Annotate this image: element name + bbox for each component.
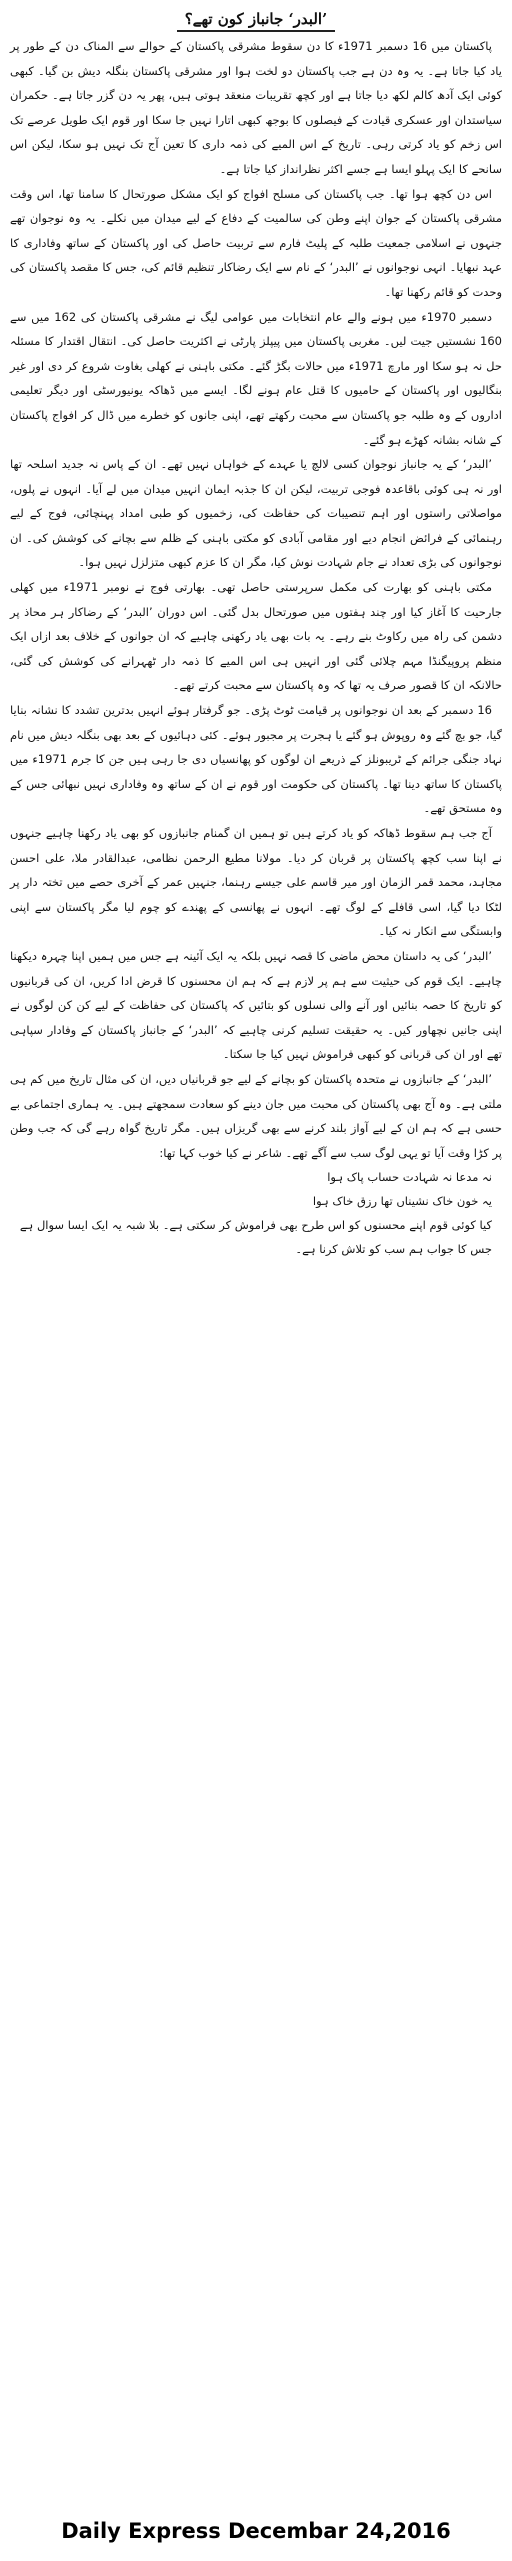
closing-verse — [10, 1165, 502, 1261]
verse-line: نہ مدعا نہ شہادت حساب پاک ہوا — [327, 1170, 492, 1185]
article-headline — [10, 10, 502, 28]
verse-line: یہ خون خاک نشیناں تھا رزق خاک ہوا — [312, 1194, 492, 1209]
headline-text: ’البدر‘ جانباز کون تھے؟ — [177, 10, 336, 32]
paragraph: ’البدر‘ کے جانبازوں نے متحدہ پاکستان کو بچانے کے لیے جو قربانیاں دیں، ان کی مثال تاریخ میں کم ہی ملتی ہے۔ وہ آج بھی پاکستان کی محبت میں جان دینے کو سعادت سمجھتے ہیں۔ یہ ہماری اجتماعی بے حسی ہے کہ ہم ان کے لیے آواز بلند کرنے سے بھی گریزاں ہیں۔ مگر تاریخ گواہ رہے گی کہ جب وطن پر کڑا وقت آیا تو یہی لوگ سب سے آگے تھے۔ شاعر نے کیا خوب کہا تھا: — [10, 1071, 502, 1160]
paragraph: 16 دسمبر کے بعد ان نوجوانوں پر قیامت ٹوٹ پڑی۔ جو گرفتار ہوئے انہیں بدترین تشدد کا نشانہ بنایا گیا، جو بچ گئے وہ روپوش ہو گئے یا ہجرت پر مجبور ہوئے۔ کئی دہائیوں کے بعد بھی بنگلہ دیش میں نام نہاد جنگی جرائم کے ٹریبونلز کے ذریعے ان لوگوں کو پھانسیاں دی جا رہی ہیں جن کا جرم 1971ء میں پاکستان کا ساتھ دینا تھا۔ پاکستان کی حکومت اور قوم نے ان کے ساتھ وہ وفاداری نہیں نبھائی جس کے وہ مستحق تھے۔ — [10, 703, 502, 816]
article-body — [10, 34, 502, 1165]
paragraph: دسمبر 1970ء میں ہونے والے عام انتخابات میں عوامی لیگ نے مشرقی پاکستان کی 162 میں سے 160 نشستیں جیت لیں۔ مغربی پاکستان میں پیپلز پارٹی نے اکثریت حاصل کی۔ انتقال اقتدار کا مسئلہ حل نہ ہو سکا اور مارچ 1971ء میں حالات بگڑ گئے۔ مکتی باہنی نے کھلی بغاوت شروع کر دی اور غیر بنگالیوں اور پاکستان کے حامیوں کا قتل عام ہونے لگا۔ ایسے میں ڈھاکہ یونیورسٹی اور دیگر تعلیمی اداروں کے وہ طلبہ جو پاکستان سے محبت رکھتے تھے، اپنی جانوں کو خطرے میں ڈال کر افواج پاکستان کے شانہ بشانہ کھڑے ہو گئے۔ — [10, 309, 502, 447]
paragraph: ’البدر‘ کے یہ جانباز نوجوان کسی لالچ یا عہدے کے خواہاں نہیں تھے۔ ان کے پاس نہ جدید اسلحہ تھا اور نہ ہی کوئی باقاعدہ فوجی تربیت، لیکن ان کا جذبہ ایمان انہیں میدان میں لے آیا۔ انہوں نے پلوں، مواصلاتی راستوں اور اہم تنصیبات کی حفاظت کی، زخمیوں کو طبی امداد پہنچائی، فوج کے لیے رہنمائی کے فرائض انجام دیے اور مقامی آبادی کو مکتی باہنی کے ظلم سے بچانے کی کوشش کی۔ ان نوجوانوں کی بڑی تعداد نے جام شہادت نوش کیا، مگر ان کا عزم کبھی متزلزل نہیں ہوا۔ — [10, 457, 502, 570]
paragraph: مکتی باہنی کو بھارت کی مکمل سرپرستی حاصل تھی۔ بھارتی فوج نے نومبر 1971ء میں کھلی جارحیت کا آغاز کیا اور چند ہفتوں میں صورتحال بدل گئی۔ اس دوران ’البدر‘ کے رضاکار ہر محاذ پر دشمن کی راہ میں رکاوٹ بنے رہے۔ یہ بات بھی یاد رکھنی چاہیے کہ ان جوانوں کے خلاف بعد ازاں ایک منظم پروپیگنڈا مہم چلائی گئی اور انہیں ہی اس المیے کا ذمہ دار ٹھہرانے کی کوشش کی گئی، حالانکہ ان کا قصور صرف یہ تھا کہ وہ پاکستان سے محبت کرتے تھے۔ — [10, 580, 502, 693]
closing-line: کیا کوئی قوم اپنے محسنوں کو اس طرح بھی فراموش کر سکتی ہے۔ بلا شبہ یہ ایک ایسا سوال ہے جس کا جواب ہم سب کو تلاش کرنا ہے۔ — [19, 1218, 492, 1257]
paragraph: ’البدر‘ کی یہ داستان محض ماضی کا قصہ نہیں بلکہ یہ ایک آئینہ ہے جس میں ہمیں اپنا چہرہ دیکھنا چاہیے۔ ایک قوم کی حیثیت سے ہم پر لازم ہے کہ ہم ان محسنوں کا قرض ادا کریں، ان کی قربانیوں کو تاریخ کا حصہ بنائیں اور آنے والی نسلوں کو بتائیں کہ پاکستان کی حفاظت کے لیے کن کن لوگوں نے اپنی جانیں نچھاور کیں۔ یہ حقیقت تسلیم کرنی چاہیے کہ ’البدر‘ کے جانباز پاکستان کے وفادار سپاہی تھے اور ان کی قربانی کو کبھی فراموش نہیں کیا جا سکتا۔ — [10, 948, 502, 1062]
paragraph: آج جب ہم سقوط ڈھاکہ کو یاد کرتے ہیں تو ہمیں ان گمنام جانبازوں کو بھی یاد رکھنا چاہیے جنہوں نے اپنا سب کچھ پاکستان پر قربان کر دیا۔ مولانا مطیع الرحمن نظامی، عبدالقادر ملا، علی احسن مجاہد، محمد قمر الزمان اور میر قاسم علی جیسے رہنما، جنہیں عمر کے آخری حصے میں تختہ دار پر لٹکا دیا گیا، اسی قافلے کے لوگ تھے۔ انہوں نے پھانسی کے پھندے کو چوم لیا مگر پاکستان سے اپنی وابستگی سے انکار نہ کیا۔ — [10, 826, 502, 939]
paragraph: پاکستان میں 16 دسمبر 1971ء کا دن سقوط مشرقی پاکستان کے حوالے سے المناک دن کے طور پر یاد کیا جاتا ہے۔ یہ وہ دن ہے جب پاکستان دو لخت ہوا اور مشرقی پاکستان بنگلہ دیش بن گیا۔ کبھی کوئی ایک آدھ کالم لکھ دیا جاتا ہے اور کچھ تقریبات منعقد ہوتی ہیں، پھر یہ دن گزر جاتا ہے۔ حکمران سیاستدان اور عسکری قیادت کے فیصلوں کا بوجھ کبھی اتارا نہیں جا سکا اور قوم ایک طویل عرصے تک اس زخم کو یاد کرتی رہی۔ تاریخ کے اس المیے کی ذمہ داری کا تعین آج تک نہیں ہو سکا، لیکن اس سانحے کا ایک پہلو ایسا ہے جسے اکثر نظرانداز کیا جاتا ہے۔ — [10, 39, 502, 176]
paragraph: اس دن کچھ ہوا تھا۔ جب پاکستان کی مسلح افواج کو ایک مشکل صورتحال کا سامنا تھا، اس وقت مشرقی پاکستان کے جوان اپنے وطن کی سالمیت کے دفاع کے لیے میدان میں نکلے۔ یہ وہ نوجوان تھے جنہوں نے اسلامی جمعیت طلبہ کے پلیٹ فارم سے تربیت حاصل کی اور پاکستان کے ساتھ وفاداری کا عہد نبھایا۔ انہی نوجوانوں نے ’البدر‘ کے نام سے ایک رضاکار تنظیم قائم کی، جس کا مقصد پاکستان کی وحدت کو قائم رکھنا تھا۔ — [10, 186, 502, 299]
source-caption: Daily Express Decembar 24,2016 — [61, 2519, 451, 2543]
